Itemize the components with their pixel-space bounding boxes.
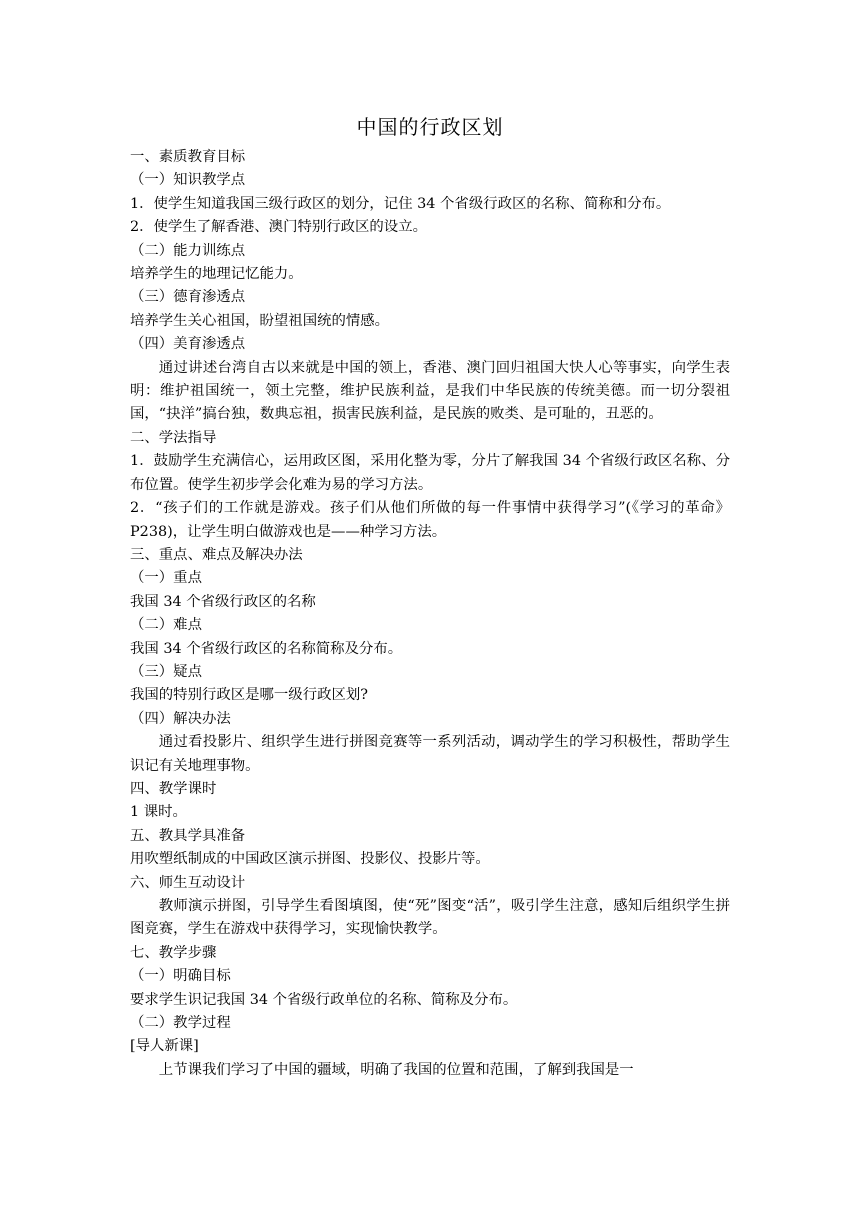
paragraph: 用吹塑纸制成的中国政区演示拼图、投影仪、投影片等。 bbox=[130, 851, 490, 868]
paragraph: 通过讲述台湾自古以来就是中国的领上，香港、澳门回归祖国大快人心等事实，向学生表明：维护祖国统一，领土完整，维护民族利益，是我们中华民族的传统美德。而一切分裂祖国，“抉洋”搞台独，数典忘祖，损害民族利益，是民族的败类、是可耻的，丑恶的。 bbox=[130, 359, 730, 423]
paragraph: （三）疑点 bbox=[130, 663, 202, 680]
paragraph: 1．鼓励学生充满信心，运用政区图，采用化整为零，分片了解我国 34 个省级行政区名称、分布位置。使学生初步学会化难为易的学习方法。 bbox=[130, 453, 730, 493]
paragraph: （一）知识教学点 bbox=[130, 172, 246, 189]
paragraph: 2．“孩子们的工作就是游戏。孩子们从他们所做的每一件事情中获得学习”(《学习的革命》P238)，让学生明白做游戏也是——种学习方法。 bbox=[130, 500, 730, 540]
paragraph: （四）美育渗透点 bbox=[130, 336, 246, 353]
paragraph: 要求学生识记我国 34 个省级行政单位的名称、简称及分布。 bbox=[130, 991, 518, 1008]
document-title: 中国的行政区划 bbox=[356, 115, 504, 139]
paragraph: 四、教学课时 bbox=[130, 780, 217, 797]
paragraph: 五、教具学具准备 bbox=[130, 827, 246, 844]
paragraph: 我国 34 个省级行政区的名称 bbox=[130, 593, 316, 610]
paragraph: 六、师生互动设计 bbox=[130, 874, 246, 891]
paragraph: （一）明确目标 bbox=[130, 968, 231, 985]
paragraph: 上节课我们学习了中国的疆域，明确了我国的位置和范围，了解到我国是一 bbox=[158, 1061, 634, 1078]
paragraph: 1 课时。 bbox=[130, 804, 187, 821]
paragraph: 培养学生关心祖国，盼望祖国统的情感。 bbox=[130, 312, 390, 329]
paragraph: [导人新课] bbox=[130, 1038, 199, 1055]
paragraph: （一）重点 bbox=[130, 570, 202, 587]
paragraph: （三）德育渗透点 bbox=[130, 289, 246, 306]
paragraph: 三、重点、难点及解决办法 bbox=[130, 546, 303, 563]
paragraph: （二）难点 bbox=[130, 617, 202, 634]
paragraph: 我国 34 个省级行政区的名称简称及分布。 bbox=[130, 640, 403, 657]
paragraph: （四）解决办法 bbox=[130, 710, 231, 727]
paragraph: （二）能力训练点 bbox=[130, 242, 246, 259]
paragraph: （二）教学过程 bbox=[130, 1015, 231, 1032]
paragraph: 通过看投影片、组织学生进行拼图竞赛等一系列活动，调动学生的学习积极性，帮助学生识记有关地理事物。 bbox=[130, 734, 730, 774]
paragraph: 一、素质教育目标 bbox=[130, 149, 246, 165]
document-body bbox=[130, 146, 730, 1082]
paragraph: 1．使学生知道我国三级行政区的划分，记住 34 个省级行政区的名称、简称和分布。 bbox=[130, 195, 671, 212]
paragraph: 二、学法指导 bbox=[130, 429, 217, 446]
paragraph: 教师演示拼图，引导学生看图填图，使“死”图变“活”，吸引学生注意，感知后组织学生拼图竞赛，学生在游戏中获得学习，实现愉快教学。 bbox=[130, 898, 730, 938]
paragraph: 我国的特别行政区是哪一级行政区划? bbox=[130, 687, 368, 704]
paragraph: 七、教学步骤 bbox=[130, 944, 217, 961]
document-page bbox=[130, 112, 730, 1082]
paragraph: 培养学生的地理记忆能力。 bbox=[130, 266, 303, 283]
paragraph: 2．使学生了解香港、澳门特别行政区的设立。 bbox=[130, 219, 427, 236]
